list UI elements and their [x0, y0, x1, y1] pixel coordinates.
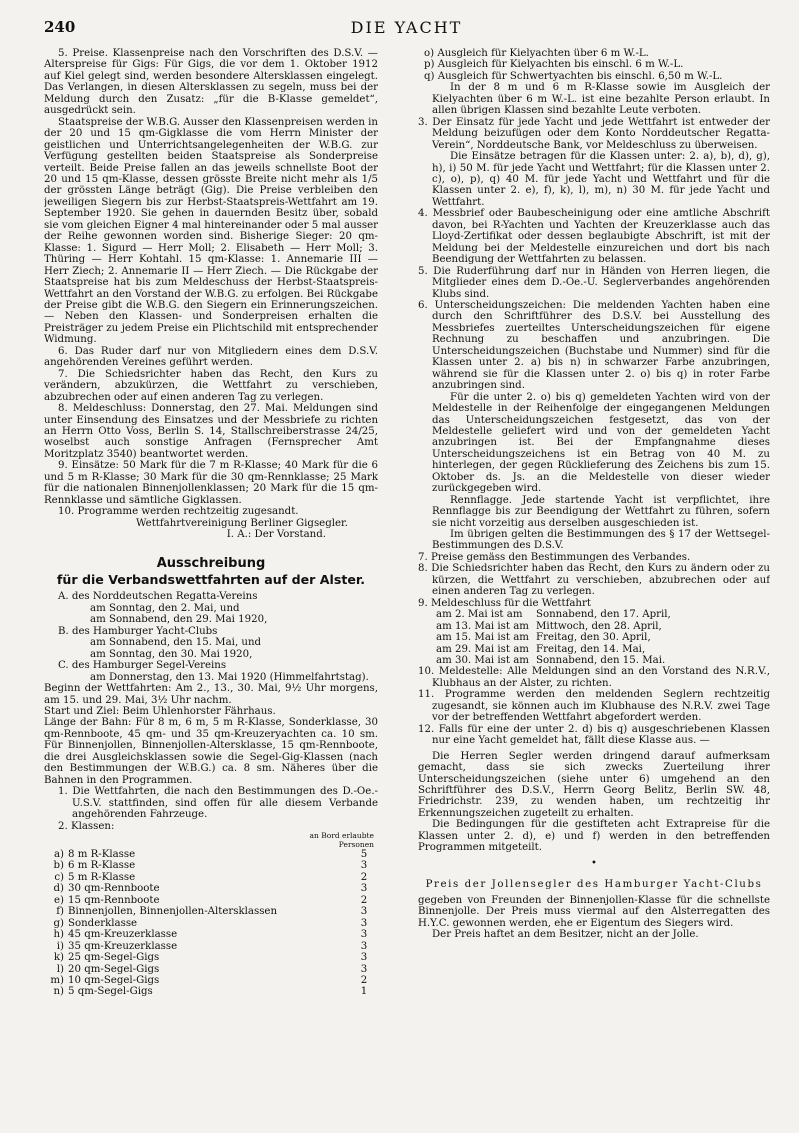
- klassen-persons: 2: [360, 871, 368, 883]
- klassen-header-line1: an Bord erlaubte: [309, 831, 374, 840]
- event-b: [44, 626, 378, 660]
- para-einsatz: 3. Der Einsatz für jede Yacht und jede Wettfahrt ist entweder der Meldung beizufügen oder dem Konto Norddeutscher Regatta-Verein“, Norddeutsche Bank, vor Meldeschluss zu überweisen.: [418, 116, 770, 151]
- klassen-name: 30 qm-Rennboote: [68, 883, 160, 895]
- klassen-name: 20 qm-Segel-Gigs: [68, 963, 160, 975]
- meldeschluss-date: Sonnabend, den 17. April,: [536, 609, 671, 621]
- event-c-name: C. des Hamburger Segel-Vereins: [58, 660, 227, 672]
- event-b-date1: am Sonnabend, den 15. Mai, und: [90, 637, 262, 649]
- para-wettfahrten: 1. Die Wettfahrten, die nach den Bestimmungen des D.-Oe.-U.S.V. stattfinden, sind offen für alle diesem Verbande angehörenden Fahrzeuge.: [58, 786, 378, 821]
- klassen-row: [44, 929, 378, 940]
- para-falls: 12. Falls für eine der unter 2. d) bis q) ausgeschriebenen Klassen nur eine Yacht gemeldet hat, fällt diese Klasse aus. —: [418, 723, 770, 747]
- para-preis-1: gegeben von Freunden der Binnenjollen-Klasse für die schnellste Binnenjolle. Der Preis muss viermal auf den Alsterregatten des H.Y.C. gewonnen werden, ehe er Eigentum des Siegers wird.: [418, 894, 770, 929]
- para-messbrief: 4. Messbrief oder Baubescheinigung oder eine amtliche Abschrift davon, bei R-Yachten und Yachten der Kreuzerklasse auch das Lloyd-Zertifikat oder dessen beglaubigte Abschrift, ist mit der Meldung bei der Meldestelle einzureichen und dort bis nach Beendigung der Wettfahrten zu belassen.: [418, 208, 770, 266]
- meldeschluss-date: Sonnabend, den 15. Mai.: [536, 655, 666, 667]
- klassen-persons: 3: [360, 917, 368, 929]
- klassen-persons: 3: [360, 883, 368, 895]
- klassen-persons: 2: [360, 894, 368, 906]
- para-einsaetze-betragen: Die Einsätze betragen für die Klassen unter: 2. a), b), d), g), h), i) 50 M. für jede Yacht und Wettfahrt; für die Klassen unter 2. c), o), p), q) 40 M. für jede Yacht und Wettfahrt und für die Klassen unter 2. e), f), k), l), m), n) 30 M. für jede Yacht und Wettfahrt.: [432, 151, 770, 208]
- klassen-key: e): [53, 894, 64, 906]
- meldeschluss-date: Freitag, den 14. Mai,: [536, 643, 646, 655]
- klassen-row: [44, 964, 378, 975]
- para-unterscheidung-2: Für die unter 2. o) bis q) gemeldeten Yachten wird von der Meldestelle in der Reihenfolge der eingegangenen Meldungen das Unterscheidungszeichen festgesetzt, das von der Meldestelle geliefert wird und von der gemeldeten Yacht anzubringen ist. Bei der Empfangnahme dieses Unterscheidungszeichens ist ein Betrag von 40 M. zu hinterlegen, der gegen Rücklieferung des Zeichens bis zum 15. Oktober ds. Js. an die Meldestelle von dieser wieder zurückgegeben wird.: [432, 391, 770, 495]
- preis-title: Preis der Jollensegler des Hamburger Yacht-Clubs: [425, 879, 763, 891]
- klassen-key: l): [56, 963, 64, 975]
- event-c-date1: am Donnerstag, den 13. Mai 1920 (Himmelfahrtstag).: [90, 671, 369, 683]
- para-schiedsrichter-r: 8. Die Schiedsrichter haben das Recht, den Kurs zu ändern oder zu kürzen, die Wettfahrt zu verschieben, abzubrechen oder auf einen anderen Tag zu verlegen.: [418, 563, 770, 598]
- para-preis-2: Der Preis haftet an dem Besitzer, nicht an der Jolle.: [432, 928, 699, 940]
- klassen-name: 15 qm-Rennboote: [68, 894, 160, 906]
- klassen-persons: 3: [360, 906, 368, 918]
- meldeschluss-race: am 2. Mai ist am: [436, 609, 523, 621]
- klassen-row: [44, 895, 378, 906]
- para-ruderfuehrung: 5. Die Ruderführung darf nur in Händen von Herren liegen, die Mitglieder eines dem D.-Oe.-U. Seglerverbandes angehörenden Klubs sind.: [418, 265, 770, 300]
- para-unterscheidung: 6. Unterscheidungszeichen: Die meldenden Yachten haben eine durch den Schriftführer des D.S.V. bei Ausstellung des Messbriefes zuerteiltes Unterscheidungszeichen für eigene Rechnung zu beschaffen und anzubringen. Die Unterscheidungszeichen (Buchstabe und Nummer) sind für die Klassen unter 2. a) bis n) in schwarzer Farbe anzubringen, während sie für die Klassen unter 2. o) bis q) in roter Farbe anzubringen sind.: [418, 299, 770, 392]
- klassen-table: [44, 849, 378, 998]
- para-staatspreise: Staatspreise der W.B.G. Ausser den Klassenpreisen werden in der 20 und 15 qm-Gigklasse die vom Herrn Minister der geistlichen und Unterrichtsangelegenheiten der W.B.G. zur Verfügung gestellten beiden Staatspreise als Sonderpreise verteilt. Beide Preise fallen an das jeweils schnellste Boot der 20 und 15 qm-Klasse, dessen grösste Breite nicht mehr als 1/5 der grössten Länge beträgt (Gig). Die Preise verbleiben den jeweiligen Siegern bis zur Herbst-Staatspreis-Wettfahrt am 19. September 1920. Sie gehen in dauernden Besitz über, sobald sie vom gleichen Eigner 4 mal hintereinander oder 5 mal ausser der Reihe gewonnen worden sind. Bisherige Sieger: 20 qm-Klasse: 1. Sigurd — Herr Moll; 2. Elisabeth — Herr Moll; 3. Thüring — Herr Kohtahl. 15 qm-Klasse: 1. Annemarie III — Herr Ziech; 2. Annemarie II — Herr Ziech. — Die Rückgabe der Staatspreise hat bis zum Meldeschuss der Herbst-Staatspreis-Wettfahrt an den Vorstand der W.B.G. zu erfolgen. Bei Rückgabe der Preise gibt die W.B.G. den Siegern ein Erinnerungszeichen. — Neben den Klassen- und Sonderpreisen erhalten die Preisträger zu jedem Preise ein Plichtschild mit entsprechender Widmung.: [44, 116, 378, 346]
- klassen-row: [44, 849, 378, 860]
- right-column: [418, 48, 770, 1128]
- page-number: 240: [44, 18, 76, 36]
- para-herren: Die Herren Segler werden dringend darauf aufmerksam gemacht, dass sie sich zwecks Zuerteilung ihrer Unterscheidungszeichen (siehe unter 6) umgehend an den Schriftführer des D.S.V., Herrn Georg Belitz, Berlin SW. 48, Friedrichstr. 239, zu wenden haben, um rechtzeitig ihr Erkennungszeichen zugeteilt zu erhalten.: [418, 750, 770, 819]
- klassen-persons: 1: [360, 986, 368, 998]
- para-meldeschluss-r: 9. Meldeschluss für die Wettfahrt: [418, 597, 591, 609]
- para-klassen: 2. Klassen:: [58, 820, 115, 832]
- klassen-row: [44, 952, 378, 963]
- klassen-key: d): [53, 883, 64, 895]
- klassen-key: k): [53, 952, 64, 964]
- event-b-date2: am Sonntag, den 30. Mai 1920,: [90, 648, 253, 660]
- klassen-persons: 5: [360, 849, 368, 860]
- para-preise-r: 7. Preise gemäss den Bestimmungen des Verbandes.: [418, 551, 691, 563]
- para-einsaetze: 9. Einsätze: 50 Mark für die 7 m R-Klasse; 40 Mark für die 6 und 5 m R-Klasse; 30 Mark für die 30 qm-Rennklasse; 25 Mark für die nationalen Binnenjollenklassen; 20 Mark für die 15 qm-Rennklasse und sämtliche Gigklassen.: [44, 460, 378, 506]
- para-beginn: Beginn der Wettfahrten: Am 2., 13., 30. Mai, 9½ Uhr morgens, am 15. und 29. Mai, 3½ Uhr nachm.: [44, 683, 378, 706]
- klassen-row: [44, 906, 378, 917]
- para-personen: In der 8 m und 6 m R-Klasse sowie im Ausgleich der Kielyachten über 6 m W.-L. ist eine bezahlte Person erlaubt. In allen übrigen Klassen sind bezahlte Leute verboten.: [432, 82, 770, 117]
- signature-vorstand: I. A.: Der Vorstand.: [226, 529, 326, 541]
- para-start: Start und Ziel: Beim Uhlenhorster Fährhaus.: [44, 706, 276, 718]
- meldeschluss-race: am 13. Mai ist am: [436, 620, 529, 632]
- para-bedingungen: Die Bedingungen für die gestifteten acht Extrapreise für die Klassen unter 2. d), e) und f) werden in den betreffenden Programmen mitgeteilt.: [418, 819, 770, 854]
- para-laenge: Länge der Bahn: Für 8 m, 6 m, 5 m R-Klasse, Sonderklasse, 30 qm-Rennboote, 45 qm- und 35 qm-Kreuzeryachten ca. 10 sm. Für Binnenjollen, Binnenjollen-Altersklasse, 15 qm-Rennboote, die drei Ausgleichsklassen sowie die Segel-Gig-Klassen (nach den Bestimmungen der W.B.G.) ca. 8 sm. Näheres über die Bahnen in den Programmen.: [44, 717, 378, 786]
- klassen-key: f): [56, 906, 64, 918]
- meldeschluss-row: [436, 644, 770, 655]
- klassen-name: 5 m R-Klasse: [68, 871, 136, 883]
- para-schiedsrichter: 7. Die Schiedsrichter haben das Recht, den Kurs zu verändern, abzukürzen, die Wettfahrt zu verschieben, abzubrechen oder auf einen anderen Tag zu verlegen.: [44, 368, 378, 403]
- event-a-date1: am Sonntag, den 2. Mai, und: [90, 602, 240, 614]
- klassen-row: [44, 941, 378, 952]
- section-title: Ausschreibung: [156, 556, 266, 572]
- meldeschluss-row: [436, 621, 770, 632]
- class-o: o) Ausgleich für Kielyachten über 6 m W.-L.: [424, 48, 649, 59]
- klassen-name: Binnenjollen, Binnenjollen-Altersklassen: [68, 906, 278, 918]
- klassen-name: 8 m R-Klasse: [68, 849, 136, 860]
- para-preise: 5. Preise. Klassenpreise nach den Vorschriften des D.S.V. — Alterspreise für Gigs: Für Gigs, die vor dem 1. Oktober 1912 auf Kiel gelegt sind, werden besondere Altersklassen eingelegt. Das Verlangen, in diesen Altersklassen zu segeln, muss bei der Meldung durch den Zusatz: „für die B-Klasse gemeldet“, ausgedrückt sein.: [44, 48, 378, 117]
- meldeschluss-list: [418, 609, 770, 666]
- para-programme-r: 11. Programme werden den meldenden Seglern rechtzeitig zugesandt, sie können auch im Klubhause des N.R.V. zwei Tage vor der betreffenden Wettfahrt abgefordert werden.: [418, 689, 770, 724]
- meldeschluss-race: am 15. Mai ist am: [436, 632, 529, 644]
- left-column: [44, 48, 378, 1128]
- signature-org: Wettfahrtvereinigung Berliner Gigsegler.: [136, 517, 348, 529]
- para-meldeschluss: 8. Meldeschluss: Donnerstag, den 27. Mai. Meldungen sind unter Einsendung des Einsatzes und der Messbriefe zu richten an Herrn Otto Voss, Berlin S. 14, Stallschreiberstrasse 24/25, woselbst auch sonstige Anfragen (Fernsprecher Amt Moritzplatz 3540) beantwortet werden.: [44, 403, 378, 460]
- klassen-persons: 3: [360, 963, 368, 975]
- separator-bullet: •: [591, 857, 597, 869]
- klassen-name: 5 qm-Segel-Gigs: [68, 986, 153, 998]
- klassen-key: c): [54, 871, 64, 883]
- klassen-persons: 3: [360, 940, 368, 952]
- klassen-persons: 3: [360, 860, 368, 872]
- event-a-date2: am Sonnabend, den 29. Mai 1920,: [90, 614, 268, 626]
- klassen-row: [44, 860, 378, 871]
- para-ruder: 6. Das Ruder darf nur von Mitgliedern eines dem D.S.V. angehörenden Vereines geführt werden.: [44, 345, 378, 369]
- class-p: p) Ausgleich für Kielyachten bis einschl. 6 m W.-L.: [424, 59, 684, 71]
- meldeschluss-row: [436, 609, 770, 620]
- klassen-persons: 3: [360, 929, 368, 941]
- meldeschluss-race: am 30. Mai ist am: [436, 655, 529, 667]
- klassen-row: [44, 918, 378, 929]
- para-programme: 10. Programme werden rechtzeitig zugesandt.: [58, 506, 299, 518]
- klassen-name: 6 m R-Klasse: [68, 860, 136, 872]
- klassen-name: 10 qm-Segel-Gigs: [68, 974, 160, 986]
- journal-title: DIE YACHT: [350, 18, 463, 37]
- klassen-key: b): [53, 860, 64, 872]
- meldeschluss-date: Mittwoch, den 28. April,: [536, 620, 662, 632]
- meldeschluss-race: am 29. Mai ist am: [436, 643, 529, 655]
- klassen-key: g): [53, 917, 64, 929]
- para-uebrigen: Im übrigen gelten die Bestimmungen des § 17 der Wettsegel-Bestimmungen des D.S.V.: [432, 529, 770, 552]
- section-subtitle: für die Verbandswettfahrten auf der Alster.: [56, 572, 366, 588]
- klassen-name: 25 qm-Segel-Gigs: [68, 952, 160, 964]
- klassen-header-line2: Personen: [338, 839, 374, 849]
- event-a: [44, 591, 378, 625]
- klassen-row: [44, 883, 378, 894]
- meldeschluss-date: Freitag, den 30. April,: [536, 632, 651, 644]
- klassen-persons: 3: [360, 952, 368, 964]
- class-q: q) Ausgleich für Schwertyachten bis einschl. 6,50 m W.-L.: [424, 70, 723, 82]
- klassen-key: a): [53, 849, 64, 860]
- event-a-name: A. des Norddeutschen Regatta-Vereins: [58, 591, 258, 603]
- meldeschluss-row: [436, 632, 770, 643]
- klassen-key: n): [53, 986, 64, 998]
- event-b-name: B. des Hamburger Yacht-Clubs: [58, 625, 218, 637]
- klassen-name: Sonderklasse: [68, 917, 138, 929]
- klassen-key: m): [50, 974, 64, 986]
- para-meldestelle: 10. Meldestelle: Alle Meldungen sind an den Vorstand des N.R.V., Klubhaus an der Alster, zu richten.: [418, 666, 770, 689]
- klassen-persons: 2: [360, 974, 368, 986]
- klassen-key: i): [56, 940, 64, 952]
- klassen-row: [44, 975, 378, 986]
- para-rennflagge: Rennflagge. Jede startende Yacht ist verpflichtet, ihre Rennflagge bis zur Beendigung der Wettfahrt zu führen, sofern sie nicht vorzeitig aus derselben ausgeschieden ist.: [432, 494, 770, 529]
- klassen-name: 45 qm-Kreuzerklasse: [68, 929, 178, 941]
- event-c: [44, 660, 378, 683]
- meldeschluss-row: [436, 655, 770, 666]
- klassen-header: [44, 832, 378, 849]
- klassen-key: h): [53, 929, 64, 941]
- klassen-row: [44, 872, 378, 883]
- page-header: [44, 18, 769, 40]
- klassen-row: [44, 986, 378, 997]
- klassen-name: 35 qm-Kreuzerklasse: [68, 940, 178, 952]
